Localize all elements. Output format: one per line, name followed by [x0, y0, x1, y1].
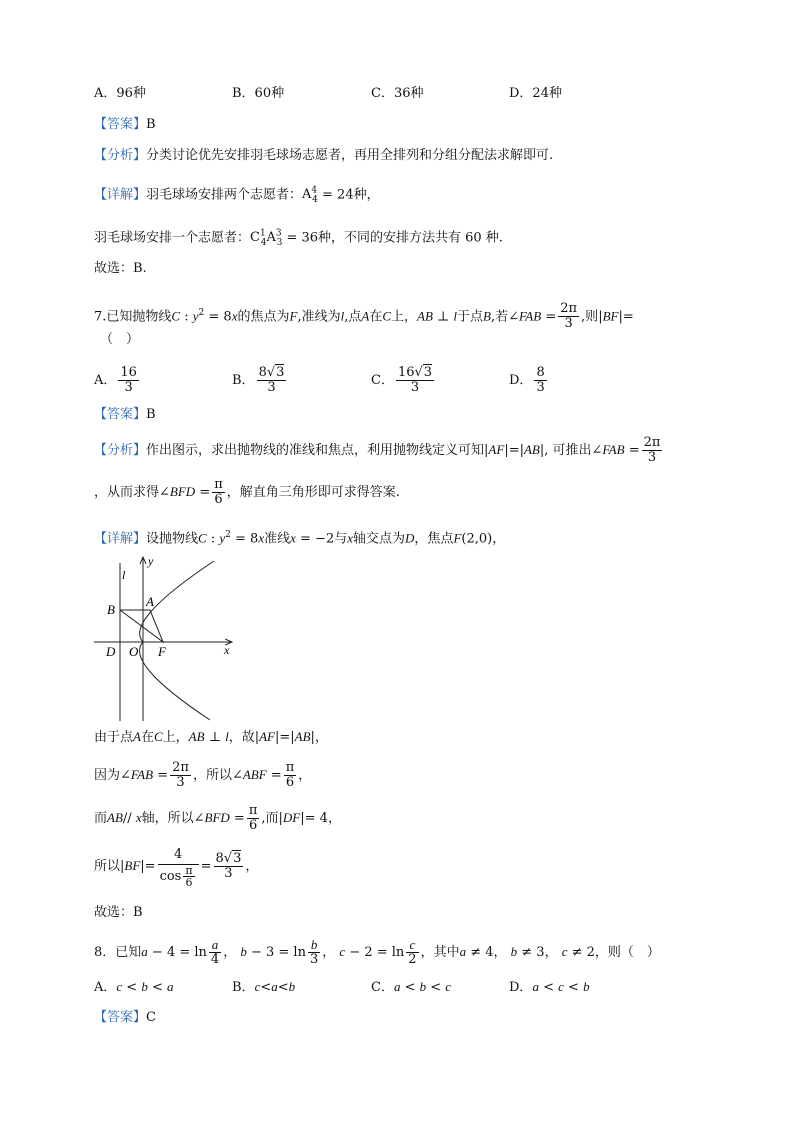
answer-value: B [146, 407, 156, 422]
stem-text: ,若 [490, 309, 509, 325]
label-l: l [122, 568, 126, 582]
stem-text: ,准线为 [297, 309, 341, 325]
detail-text: 由于点 [94, 730, 134, 745]
detail-text: 轴交点为 [353, 531, 406, 547]
option-label: B． [232, 373, 255, 388]
label-d: D [106, 644, 116, 659]
q8-option-a: A．c < b < a [94, 979, 174, 995]
stem-text: ,点 [344, 309, 362, 325]
detail-text: = 36种，不同的安排方法共有 60 种. [286, 230, 503, 246]
analysis-tag: 【分析】 [94, 148, 147, 163]
analysis-text: 分类讨论优先安排羽毛球场志愿者，再用全排列和分组分配法求解即可. [146, 148, 554, 163]
detail-text: ,而 [261, 811, 279, 826]
parabola-curve [140, 561, 214, 720]
label-o: O [129, 644, 139, 659]
stem-text: ，则（ ） [594, 945, 660, 960]
detail-text: 而 [94, 811, 108, 826]
detail-text: ，焦点 [414, 531, 454, 547]
q6-option-d: D．24种 [509, 86, 562, 101]
stem-text: 于点 [457, 309, 484, 325]
q7-paren: （ ） [100, 332, 140, 347]
detail-tag: 【详解】 [94, 187, 147, 203]
detail-text: ，所以 [192, 768, 232, 783]
option-label: D． [509, 980, 533, 995]
stem-text: ,则 [581, 309, 599, 325]
detail-text: ，故 [228, 730, 255, 745]
q8-option-d: D．a < c < b [509, 979, 590, 995]
q7-conclusion: 故选：B [94, 905, 143, 920]
answer-tag: 【答案】 [94, 1010, 147, 1025]
answer-tag: 【答案】 [94, 117, 147, 132]
parabola-figure [94, 553, 244, 723]
q6-option-b: B．60种 [232, 86, 285, 101]
label-y: y [148, 554, 154, 568]
analysis-text: , 可推出 [544, 443, 592, 458]
label-a: A [146, 594, 154, 609]
analysis-text: 作出图示，求出抛物线的准线和焦点，利用抛物线定义可知 [146, 443, 485, 458]
q7-option-b: B． $\frac{8√3}{3}$ [232, 365, 285, 395]
q7-detail-4: 而AB// x轴，所以∠BFD = $\frac{\pi}{6}$ ,而|DF|= 4， [94, 803, 341, 833]
q8-option-c: C．a < b < c [371, 979, 452, 995]
detail-text: ， [245, 859, 259, 874]
detail-text: 所以 [94, 859, 121, 874]
q7-analysis-2: ，从而求得∠BFD = $\frac{\pi}{6}$ ，解直角三角形即可求得答案. [94, 477, 400, 507]
detail-text: ， [327, 811, 341, 826]
q7-detail-3: 因为∠FAB = $\frac{2\pi}{3}$ ，所以∠ABF = $\frac{\pi}{6}$ ， [94, 760, 312, 790]
triangle-abf [120, 610, 163, 642]
option-label: C． [371, 980, 394, 995]
stem-text: 的焦点为 [237, 309, 290, 325]
analysis-text: ，从而求得 [94, 485, 160, 500]
q6-detail-1 [94, 181, 380, 210]
q7-stem: 7.已知抛物线C : $y^2 = 8x$的焦点为F,准线为l,点A在C上，AB ⊥ l于点B,若∠FAB = $\frac{2\pi}{3}$ ,则|BF|= [94, 301, 634, 332]
option-label: C． [371, 373, 394, 388]
q7-answer [94, 405, 156, 425]
q8-option-b: B．c<a<b [232, 979, 296, 995]
detail-text: 因为 [94, 768, 121, 783]
detail-text: ， [492, 531, 506, 547]
math-c41a33: $C^1_4A^3_3$ [250, 229, 283, 248]
detail-text: 上， [162, 730, 189, 745]
q8-stem: 8．已知a − 4 = ln $\frac{a}{4}$ ， b − 3 = ln $\frac{b}{3}$ ， c − 2 = ln $\frac{c}{2}$ ，其中a ≠ 4， b ≠ 3， c ≠ 2，则（ ） [94, 937, 660, 967]
stem-text: 8．已知 [94, 945, 142, 960]
answer-value: B [146, 117, 156, 132]
option-label: A． [94, 373, 117, 388]
stem-text: 在 [369, 309, 383, 325]
math-a44: $A^4_4$ [302, 186, 318, 205]
label-b: B [107, 602, 115, 617]
detail-text: 在 [140, 730, 154, 745]
detail-text: = 24种， [322, 187, 380, 203]
analysis-text: ，解直角三角形即可求得答案. [226, 485, 400, 500]
label-x: x [224, 643, 230, 657]
stem-text: ，其中 [420, 945, 460, 960]
detail-text: 与 [334, 531, 348, 547]
q6-conclusion: 故选：B. [94, 261, 147, 276]
stem-text: 7.已知抛物线 [94, 309, 172, 325]
analysis-tag: 【分析】 [94, 443, 147, 458]
q7-detail-5: 所以|BF|= 4 cos $\frac{\pi}{6}$ = $\frac{8√3}{3}$ ， [94, 846, 259, 889]
option-label: D． [509, 373, 533, 388]
option-label: A． [94, 980, 117, 995]
option-label: B． [232, 980, 255, 995]
q6-option-a: A．96种 [94, 86, 146, 101]
answer-value: C [146, 1010, 156, 1025]
q7-detail-1: 【详解】设抛物线C : $y^2 = 8x$准线x = −2与x轴交点为D，焦点F(2,0)， [94, 530, 506, 547]
q6-analysis [94, 146, 553, 166]
q7-analysis-1: 【分析】作出图示，求出抛物线的准线和焦点，利用抛物线定义可知|AF|=|AB|, 可推出∠FAB = $\frac{2\pi}{3}$ [94, 435, 661, 465]
detail-text: 羽毛球场安排一个志愿者： [94, 230, 251, 246]
q7-option-c: C． $\frac{16√3}{3}$ [371, 365, 433, 395]
stem-text: 上， [390, 309, 417, 325]
detail-text: ， [298, 768, 312, 783]
detail-text: 轴，所以 [141, 811, 194, 826]
q6-detail-2 [94, 224, 503, 253]
q8-answer [94, 1008, 156, 1028]
detail-text: 准线 [264, 531, 291, 547]
answer-tag: 【答案】 [94, 407, 147, 422]
q7-option-a: A． $\frac{16}{3}$ [94, 365, 137, 395]
q7-detail-2: 由于点A在C上，AB ⊥ l，故|AF|=|AB|， [94, 729, 328, 745]
q6-answer [94, 115, 156, 135]
q7-option-d: D． $\frac{8}{3}$ [509, 365, 545, 395]
detail-text: ， [314, 730, 328, 745]
detail-text: 设抛物线 [146, 531, 199, 547]
detail-text: 羽毛球场安排两个志愿者： [146, 187, 303, 203]
q6-option-c: C．36种 [371, 86, 424, 101]
label-f: F [158, 644, 166, 659]
detail-tag: 【详解】 [94, 531, 147, 547]
